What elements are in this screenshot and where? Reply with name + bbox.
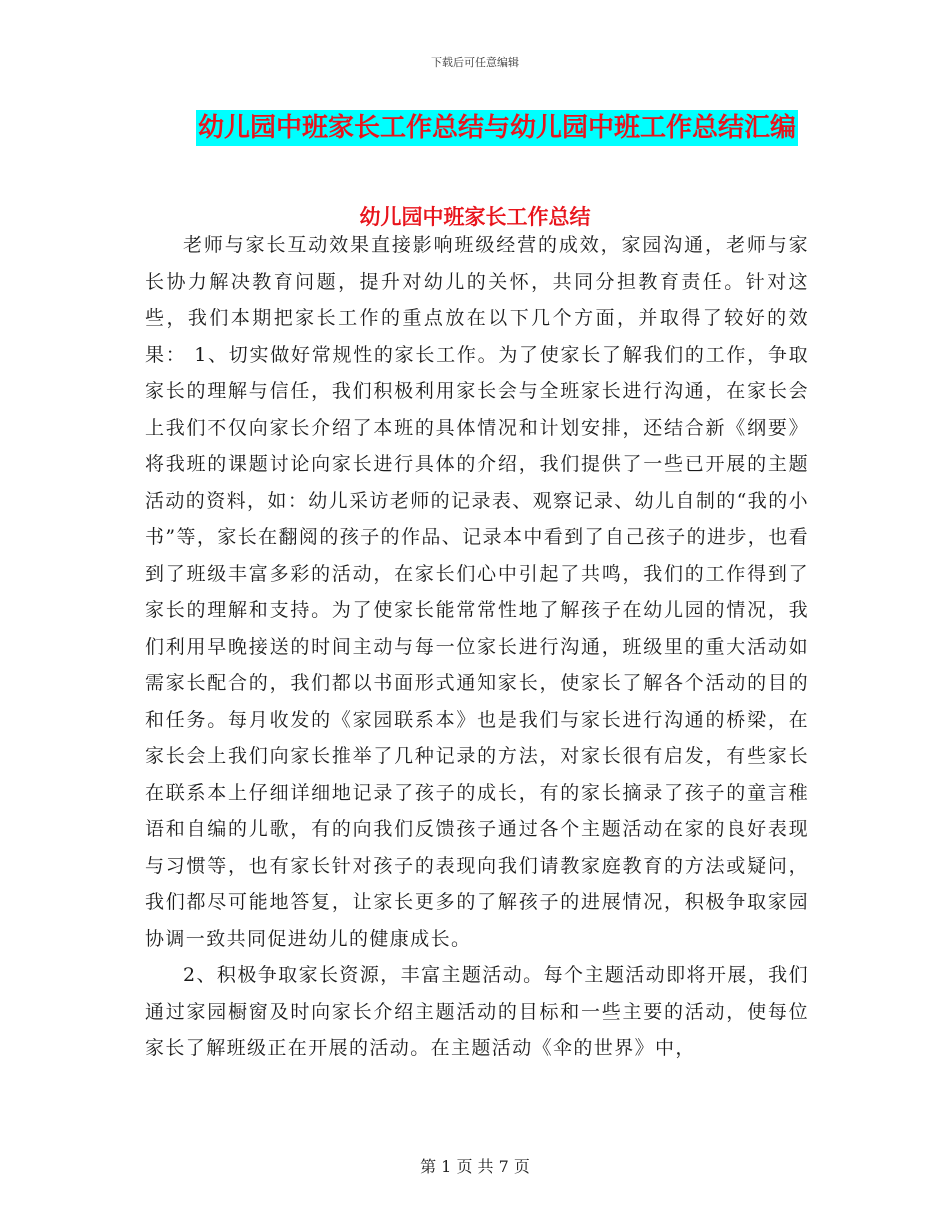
document-title: 幼儿园中班家长工作总结与幼儿园中班工作总结汇编 bbox=[196, 110, 798, 146]
header-note: 下载后可任意编辑 bbox=[431, 56, 519, 69]
page-number bbox=[0, 1154, 950, 1177]
paragraph-2: 2、积极争取家长资源，丰富主题活动。每个主题活动即将开展，我们通过家园橱窗及时向家长介绍主题活动的目标和一些主要的活动，使每位家长了解班级正在开展的活动。在主题活动《伞的世界》中， bbox=[145, 964, 809, 1059]
page-number-label: 第 1 页 共 7 页 bbox=[420, 1157, 530, 1176]
paragraph-1: 老师与家长互动效果直接影响班级经营的成效，家园沟通，老师与家长协力解决教育问题，提升对幼儿的关怀，共同分担教育责任。针对这些，我们本期把家长工作的重点放在以下几个方面，并取得了较好的效果： 1、切实做好常规性的家长工作。为了使家长了解我们的工作，争取家长的理解与信任，我们积极利用家长会与全班家长进行沟通，在家长会上我们不仅向家长介绍了本班的具体情况和计划安排，还结合新《纲要》将我班的课题讨论向家长进行具体的介绍，我们提供了一些已开展的主题活动的资料，如：幼儿采访老师的记录表、观察记录、幼儿自制的“我的小书”等，家长在翻阅的孩子的作品、记录本中看到了自己孩子的进步，也看到了班级丰富多彩的活动，在家长们心中引起了共鸣，我们的工作得到了家长的理解和支持。为了使家长能常常性地了解孩子在幼儿园的情况，我们利用早晚接送的时间主动与每一位家长进行沟通，班级里的重大活动如需家长配合的，我们都以书面形式通知家长，使家长了解各个活动的目的和任务。每月收发的《家园联系本》也是我们与家长进行沟通的桥梁，在家长会上我们向家长推举了几种记录的方法，对家长很有启发，有些家长在联系本上仔细详细地记录了孩子的成长，有的家长摘录了孩子的童言稚语和自编的儿歌，有的向我们反馈孩子通过各个主题活动在家的良好表现与习惯等，也有家长针对孩子的表现向我们请教家庭教育的方法或疑问，我们都尽可能地答复，让家长更多的了解孩子的进展情况，积极争取家园协调一致共同促进幼儿的健康成长。 bbox=[145, 234, 809, 950]
section-title: 幼儿园中班家长工作总结 bbox=[359, 205, 591, 229]
body-text bbox=[145, 227, 809, 1067]
